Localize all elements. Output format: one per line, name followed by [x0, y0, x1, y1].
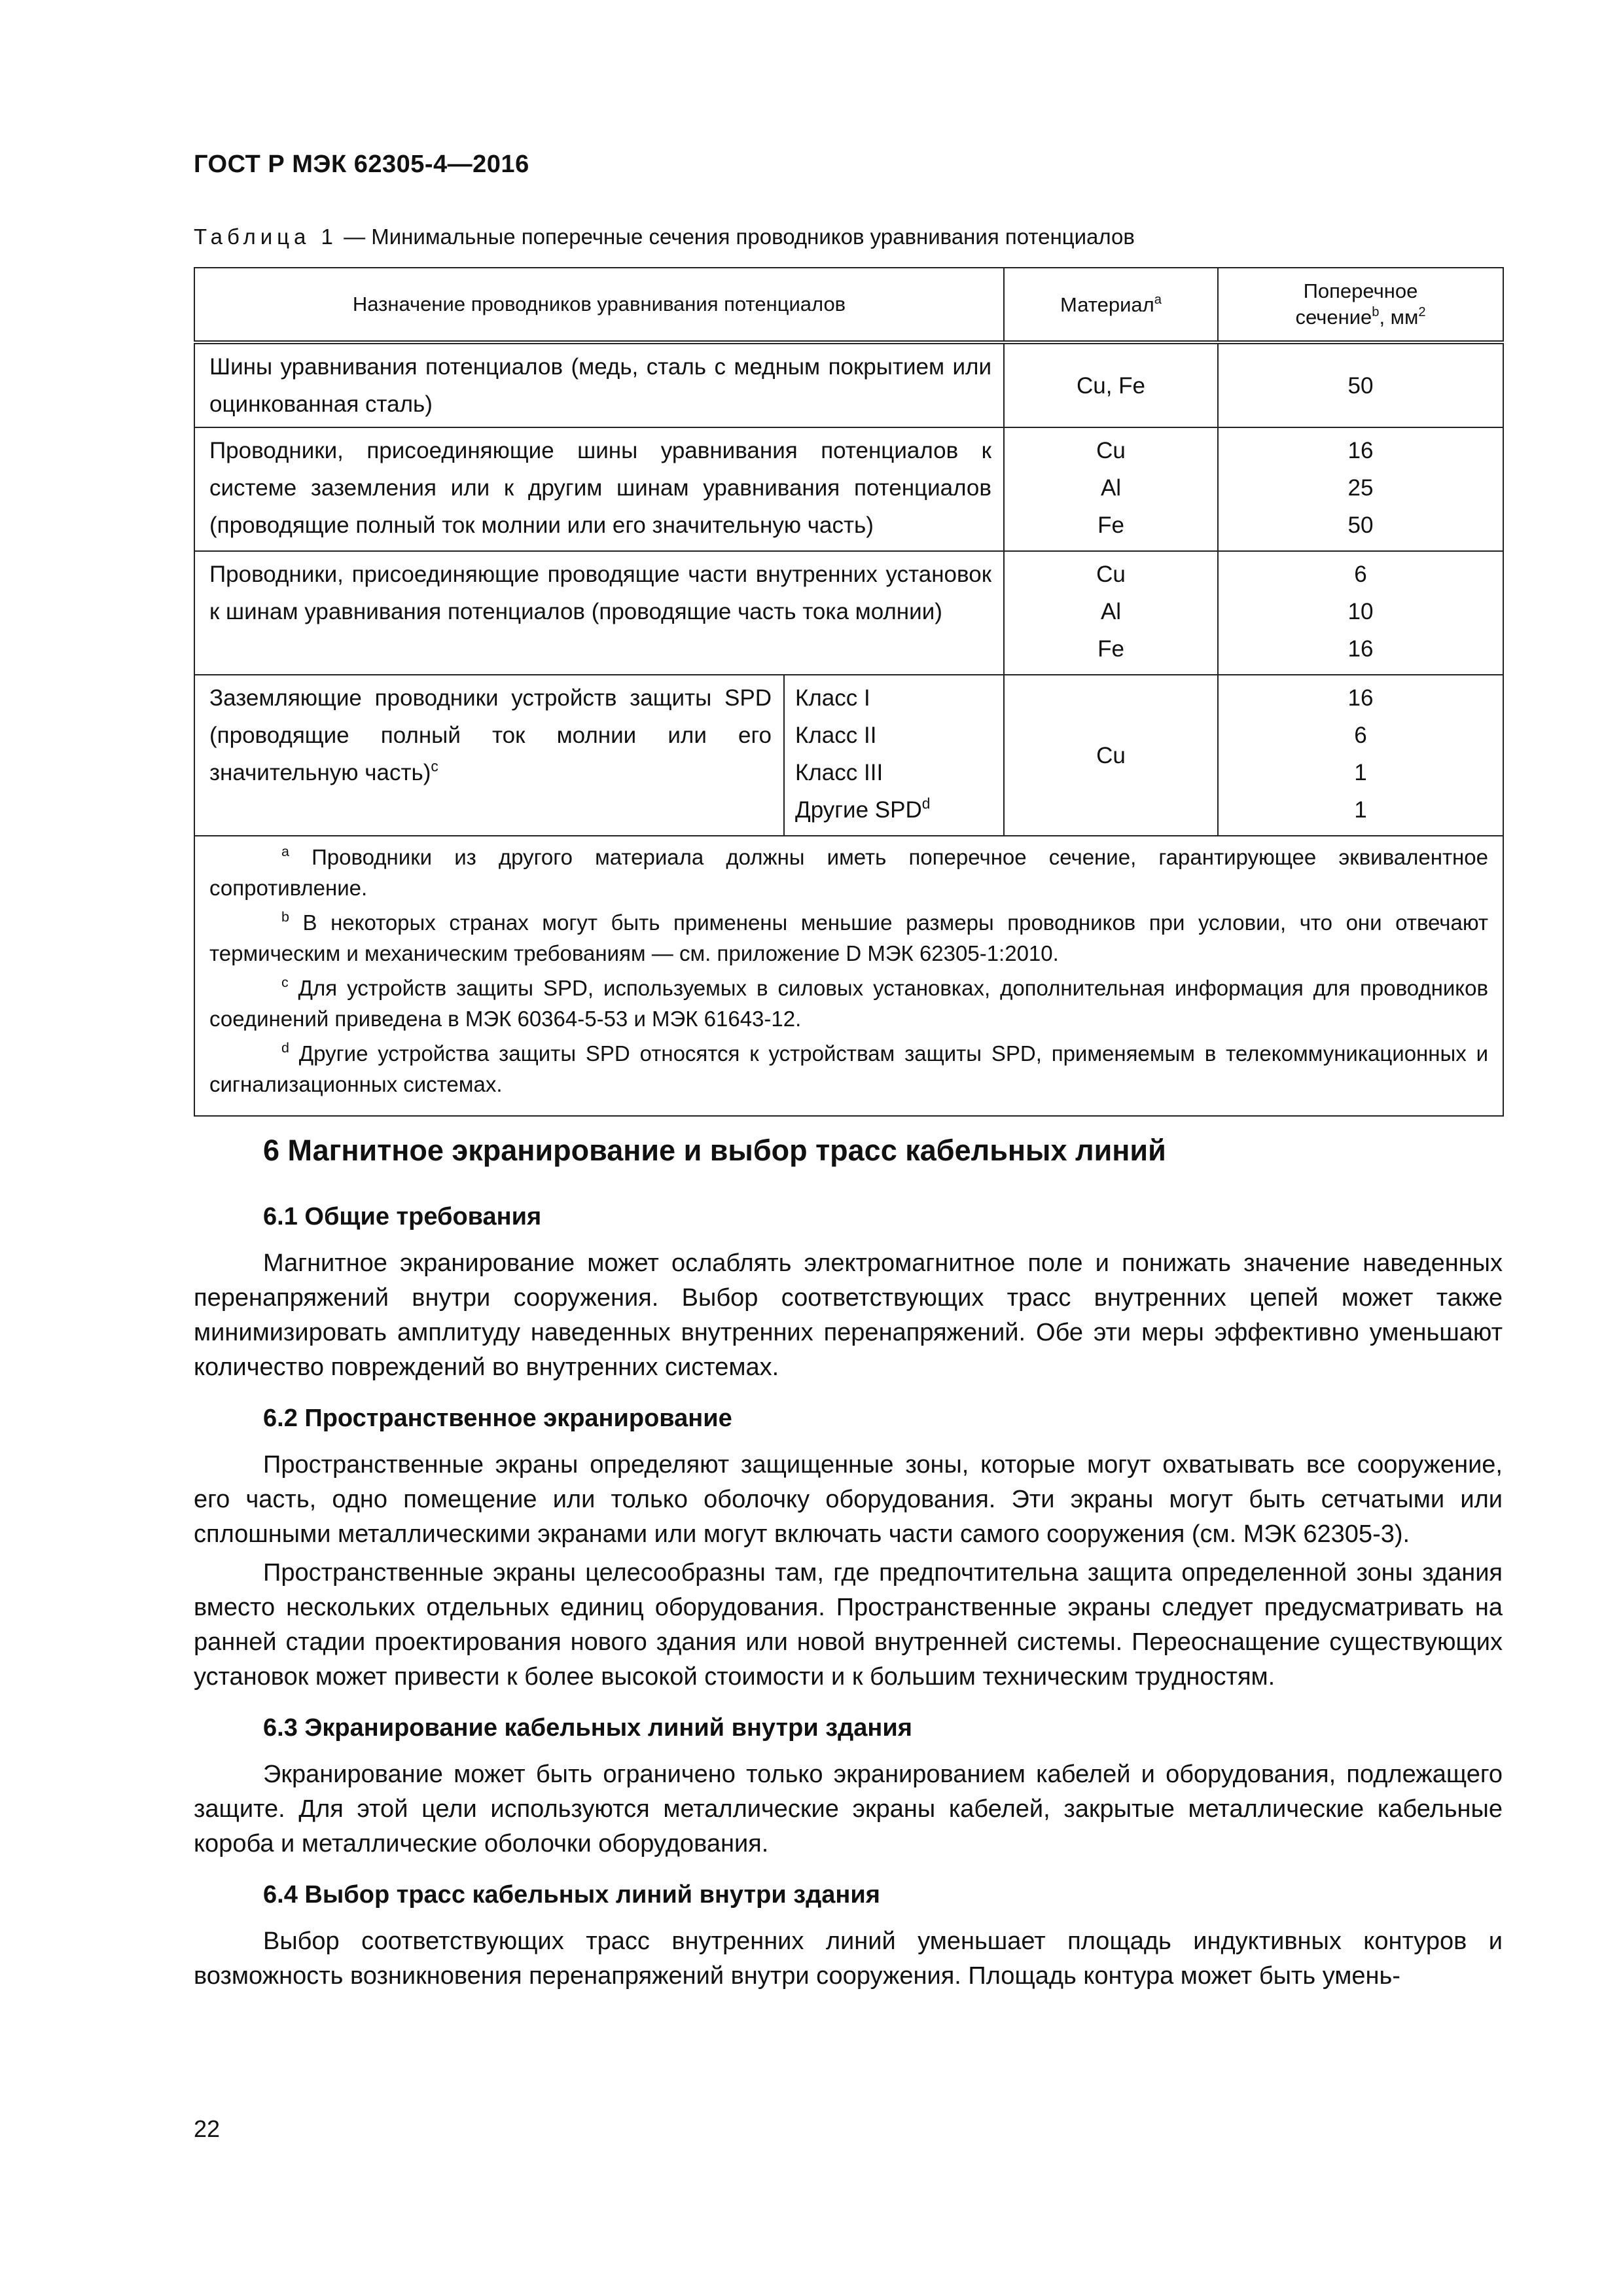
paragraph: Экранирование может быть ограничено только экранированием кабелей и оборудования, подлежащего защите. Для этой цели используются металлические экраны кабелей, закрытые металлические кабельные короба и металлические оболочки оборудования.: [194, 1761, 1503, 1857]
table-header-row: [194, 268, 1503, 342]
section-value: 10: [1347, 599, 1374, 624]
subsection-heading-6-3: 6.3 Экранирование кабельных линий внутри здания: [263, 1714, 912, 1742]
material-value: Al: [1100, 599, 1122, 624]
row-materials: [1004, 427, 1218, 551]
table-notes: [194, 836, 1503, 1116]
section-value: 16: [1347, 438, 1374, 463]
table-note: $^c$ Для устройств защиты SPD, используемых в силовых установках, дополнительная информация для проводников соединений приведена в МЭК 60364-5-53 и МЭК 61643-12.: [209, 975, 1488, 1031]
material-value: Cu: [1096, 562, 1126, 587]
row-section: 50: [1218, 342, 1503, 427]
header-purpose: Назначение проводников уравнивания потенциалов: [194, 268, 1004, 342]
row-material: Cu, Fe: [1004, 342, 1218, 427]
row-purpose: Проводники, присоединяющие проводящие части внутренних установок к шинам уравнивания потенциалов (проводящие часть тока молнии): [194, 551, 1004, 675]
section-value: 6: [1354, 723, 1367, 748]
material-value: Al: [1100, 475, 1122, 501]
spd-other-footnote-mark: d: [921, 795, 931, 812]
header-section: Поперечное сечение$^b$, $мм^2$: [1218, 268, 1503, 342]
section-value: 16: [1347, 685, 1374, 711]
spd-material: Cu: [1004, 675, 1218, 836]
material-value: Fe: [1097, 512, 1124, 538]
section-heading: 6 Магнитное экранирование и выбор трасс кабельных линий: [263, 1134, 1166, 1167]
subsection-heading-6-2: 6.2 Пространственное экранирование: [263, 1405, 732, 1432]
subsection-heading-6-4: 6.4 Выбор трасс кабельных линий внутри здания: [263, 1881, 880, 1909]
section-value: 25: [1347, 475, 1374, 501]
table-note: $^d$ Другие устройства защиты SPD относятся к устройствам защиты SPD, применяемым в телекоммуникационных и сигнализационных системах.: [209, 1040, 1488, 1096]
table-caption-text: — Минимальные поперечные сечения проводников уравнивания потенциалов: [337, 224, 1135, 249]
row-materials: [1004, 551, 1218, 675]
header-section-footnote-mark: b: [1372, 304, 1380, 319]
table-notes-row: [194, 836, 1503, 1116]
page-number: 22: [194, 2115, 221, 2142]
spd-class: Класс II: [795, 723, 877, 748]
subsection-heading-6-1: 6.1 Общие требования: [263, 1203, 542, 1230]
table-note: $^a$ Проводники из другого материала должны иметь поперечное сечение, гарантирующее эквивалентное сопротивление.: [209, 844, 1488, 900]
spd-class: Класс I: [795, 685, 870, 711]
header-section-line1: Поперечное: [1303, 279, 1418, 302]
section-value: 6: [1354, 562, 1367, 587]
header-material-footnote-mark: a: [1154, 292, 1162, 307]
spd-sections: [1218, 675, 1503, 836]
spd-classes: [784, 675, 1004, 836]
material-value: Cu: [1096, 438, 1126, 463]
paragraph: Выбор соответствующих трасс внутренних линий уменьшает площадь индуктивных контуров и возможность возникновения перенапряжений внутри сооружения. Площадь контура может быть умень-: [194, 1928, 1503, 1990]
row-purpose: Проводники, присоединяющие шины уравнивания потенциалов к системе заземления или к другим шинам уравнивания потенциалов (проводящие полный ток молнии или его значительную часть): [194, 427, 1004, 551]
spd-footnote-mark: c: [431, 757, 438, 775]
section-value: 16: [1347, 636, 1374, 662]
paragraph: Пространственные экраны целесообразны там, где предпочтительна защита определенной зоны здания вместо нескольких отдельных единиц оборудования. Пространственные экраны следует предусматривать на ранней стадии проектирования нового здания или новой внутренней системы. Переоснащение существующих установок может привести к более высокой стоимости и к большим техническим трудностям.: [194, 1559, 1503, 1691]
spd-row-purpose: Заземляющие проводники устройств защиты SPD (проводящие полный ток молнии или его значительную часть)$^c$: [194, 675, 784, 836]
table-row-spd: [194, 675, 1503, 836]
standard-header: ГОСТ Р МЭК 62305-4—2016: [194, 151, 529, 178]
table-row: [194, 342, 1503, 427]
table-note: $^b$ В некоторых странах могут быть применены меньшие размеры проводников при условии, что они отвечают термическим и механическим требованиям — см. приложение D МЭК 62305-1:2010.: [209, 909, 1488, 965]
row-purpose: Шины уравнивания потенциалов (медь, сталь с медным покрытием или оцинкованная сталь): [194, 342, 1004, 427]
equipotential-conductor-table: [194, 267, 1504, 1117]
spd-class: Другие SPD$^d$: [795, 795, 931, 823]
section-6: [194, 1132, 1503, 2011]
section-value: 50: [1347, 512, 1374, 538]
row-sections: [1218, 427, 1503, 551]
paragraph: Пространственные экраны определяют защищенные зоны, которые могут охватывать все сооружение, его часть, одно помещение или только оболочку оборудования. Эти экраны могут быть сетчатыми или сплошными металлическими экранами или могут включать части самого сооружения (см. МЭК 62305-3).: [194, 1451, 1503, 1548]
row-sections: [1218, 551, 1503, 675]
table-row: [194, 427, 1503, 551]
section-value: 1: [1354, 760, 1367, 785]
table-row: [194, 551, 1503, 675]
table-caption: [194, 224, 1135, 249]
paragraph: Магнитное экранирование может ослаблять электромагнитное поле и понижать значение наведенных перенапряжений внутри сооружения. Выбор соответствующих трасс внутренних цепей может также минимизировать амплитуду наведенных внутренних перенапряжений. Обе эти меры эффективно уменьшают количество повреждений во внутренних системах.: [194, 1249, 1503, 1381]
material-value: Fe: [1097, 636, 1124, 662]
spd-class: Класс III: [795, 760, 883, 785]
header-material: Материал$^a$: [1004, 268, 1218, 342]
section-value: 1: [1354, 797, 1367, 823]
table-caption-label: Таблица 1: [194, 224, 338, 249]
